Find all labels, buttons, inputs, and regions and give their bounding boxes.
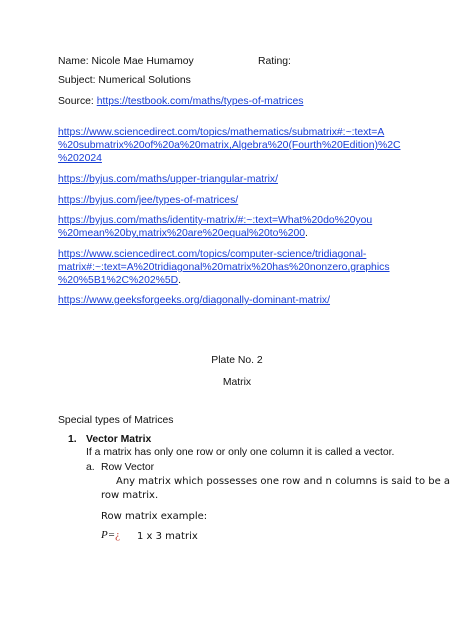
link-5-line-3 (58, 274, 181, 287)
link-1-line-1[interactable]: https://www.sciencedirect.com/topics/mathematics/submatrix#:~:text=A (58, 127, 385, 138)
math-unknown-glyph: ¿ (115, 529, 121, 541)
link-4-line-2-text[interactable]: %20mean%20by,matrix%20are%20equal%20to%200 (58, 228, 306, 239)
link-5-line-2[interactable]: matrix#:~:text=A%20tridiagonal%20matrix%20has%20nonzero,graphics (58, 262, 390, 273)
link-5-line-1[interactable]: https://www.sciencedirect.com/topics/computer-science/tridiagonal- (58, 249, 367, 260)
sub-a-label: a. (86, 462, 95, 473)
link-4-line-2 (58, 227, 308, 240)
plate-title: Matrix (222, 377, 252, 388)
subject-line: Subject: Numerical Solutions (58, 75, 191, 86)
source-line (58, 95, 303, 108)
rating-label: Rating: (258, 56, 291, 67)
math-caption: 1 x 3 matrix (137, 531, 198, 542)
plate-number: Plate No. 2 (211, 355, 263, 366)
link-5-line-3-text[interactable]: %20%5B1%2C%202%5D (58, 275, 179, 286)
sub-a-title: Row Vector (101, 462, 155, 473)
row-vector-definition-1: Any matrix which possesses one row and n columns is said to be a (116, 476, 451, 487)
link-6[interactable]: https://www.geeksforgeeks.org/diagonally-dominant-matrix/ (58, 295, 331, 306)
item-1-number: 1. (68, 434, 77, 445)
link-5-period: . (178, 275, 182, 286)
link-2[interactable]: https://byjus.com/maths/upper-triangular-matrix/ (58, 174, 279, 185)
math-lhs: P= (101, 529, 116, 541)
item-1-title: Vector Matrix (86, 434, 152, 445)
source-label: Source: (58, 96, 94, 107)
row-vector-definition-2: row matrix. (101, 490, 159, 501)
row-matrix-example-label: Row matrix example: (101, 511, 208, 522)
source-link[interactable]: https://testbook.com/maths/types-of-matrices (96, 96, 304, 107)
item-1-description: If a matrix has only one row or only one column it is called a vector. (86, 447, 395, 458)
link-1-line-3[interactable]: %202024 (58, 153, 102, 164)
link-3[interactable]: https://byjus.com/jee/types-of-matrices/ (58, 195, 239, 206)
section-heading: Special types of Matrices (58, 415, 174, 426)
link-4-line-1[interactable]: https://byjus.com/maths/identity-matrix/#:~:text=What%20do%20you (58, 215, 373, 226)
link-1-line-2[interactable]: %20submatrix%20of%20a%20matrix,Algebra%20(Fourth%20Edition)%2C (58, 140, 401, 151)
student-name: Name: Nicole Mae Humamoy (58, 56, 194, 67)
math-equation (101, 529, 120, 542)
link-4-period: . (305, 228, 308, 239)
